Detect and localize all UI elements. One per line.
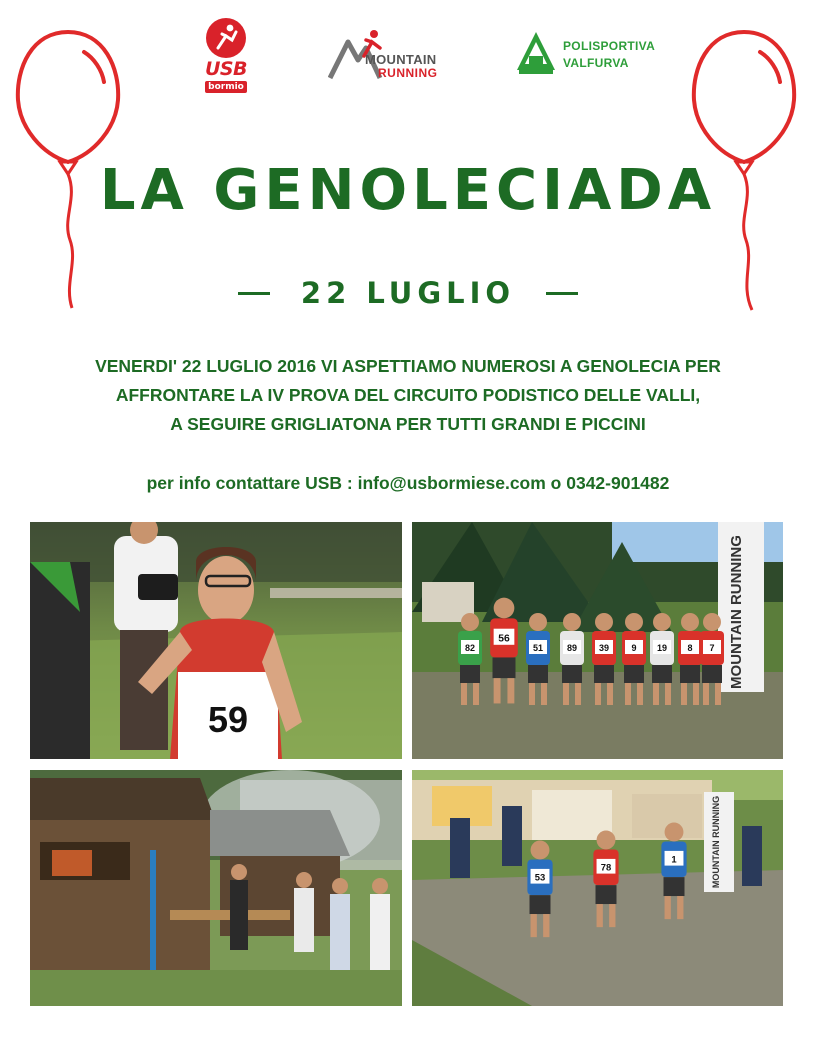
polisportiva-line1: POLISPORTIVA (563, 39, 656, 53)
usb-bormio-logo (200, 18, 252, 92)
photo2-banner-text: MOUNTAIN RUNNING (728, 535, 745, 689)
bib-number: 56 (498, 633, 510, 645)
bib-number: 39 (598, 643, 610, 653)
bib-number: 78 (600, 862, 612, 874)
bib-number: 7 (709, 643, 715, 653)
photo-grill-party (30, 770, 402, 1006)
photo4-banner-text: MOUNTAIN RUNNING (711, 795, 721, 889)
runner-disc-icon (206, 18, 246, 58)
bib-number: 89 (566, 643, 578, 653)
tree-hut-icon (515, 30, 557, 76)
description-line-2: AFFRONTARE LA IV PROVA DEL CIRCUITO PODISTICO DELLE VALLI, (115, 385, 701, 405)
mountain-running-logo (328, 26, 448, 84)
usb-logo-subtext: bormio (205, 81, 247, 93)
contact-info: per info contattare USB : info@usbormiese.com o 0342-901482 (146, 473, 670, 493)
photo-kids-lineup (412, 522, 783, 759)
date-dash-left (238, 292, 270, 295)
event-date: 22 LUGLIO (300, 276, 516, 310)
bib-number: 82 (464, 643, 476, 653)
event-date-line (0, 276, 816, 310)
usb-logo-text: USB (204, 58, 248, 80)
polisportiva-valfurva-logo (515, 30, 675, 80)
date-dash-right (546, 292, 578, 295)
event-title: LA GENOLECIADA (99, 158, 717, 223)
bib-number: 19 (656, 643, 668, 653)
mountain-logo-line2: RUNNING (378, 66, 438, 80)
polisportiva-line2: VALFURVA (563, 56, 629, 70)
bib-number: 1 (671, 854, 677, 866)
description-line-1: VENERDI' 22 LUGLIO 2016 VI ASPETTIAMO NUMEROSI A GENOLECIA PER (95, 356, 721, 376)
event-description (20, 352, 796, 439)
bib-number: 53 (534, 872, 546, 884)
bib-number: 9 (631, 643, 637, 653)
polisportiva-logo-text (563, 38, 655, 72)
photo-kids-running (412, 770, 783, 1006)
photo1-bib-number: 59 (207, 699, 249, 740)
bib-number: 8 (687, 643, 693, 653)
mountain-logo-line1: MOUNTAIN (365, 52, 437, 67)
description-line-3: A SEGUIRE GRIGLIATONA PER TUTTI GRANDI E PICCINI (170, 414, 646, 434)
bib-number: 51 (532, 643, 544, 653)
photo-girl-runner (30, 522, 402, 759)
